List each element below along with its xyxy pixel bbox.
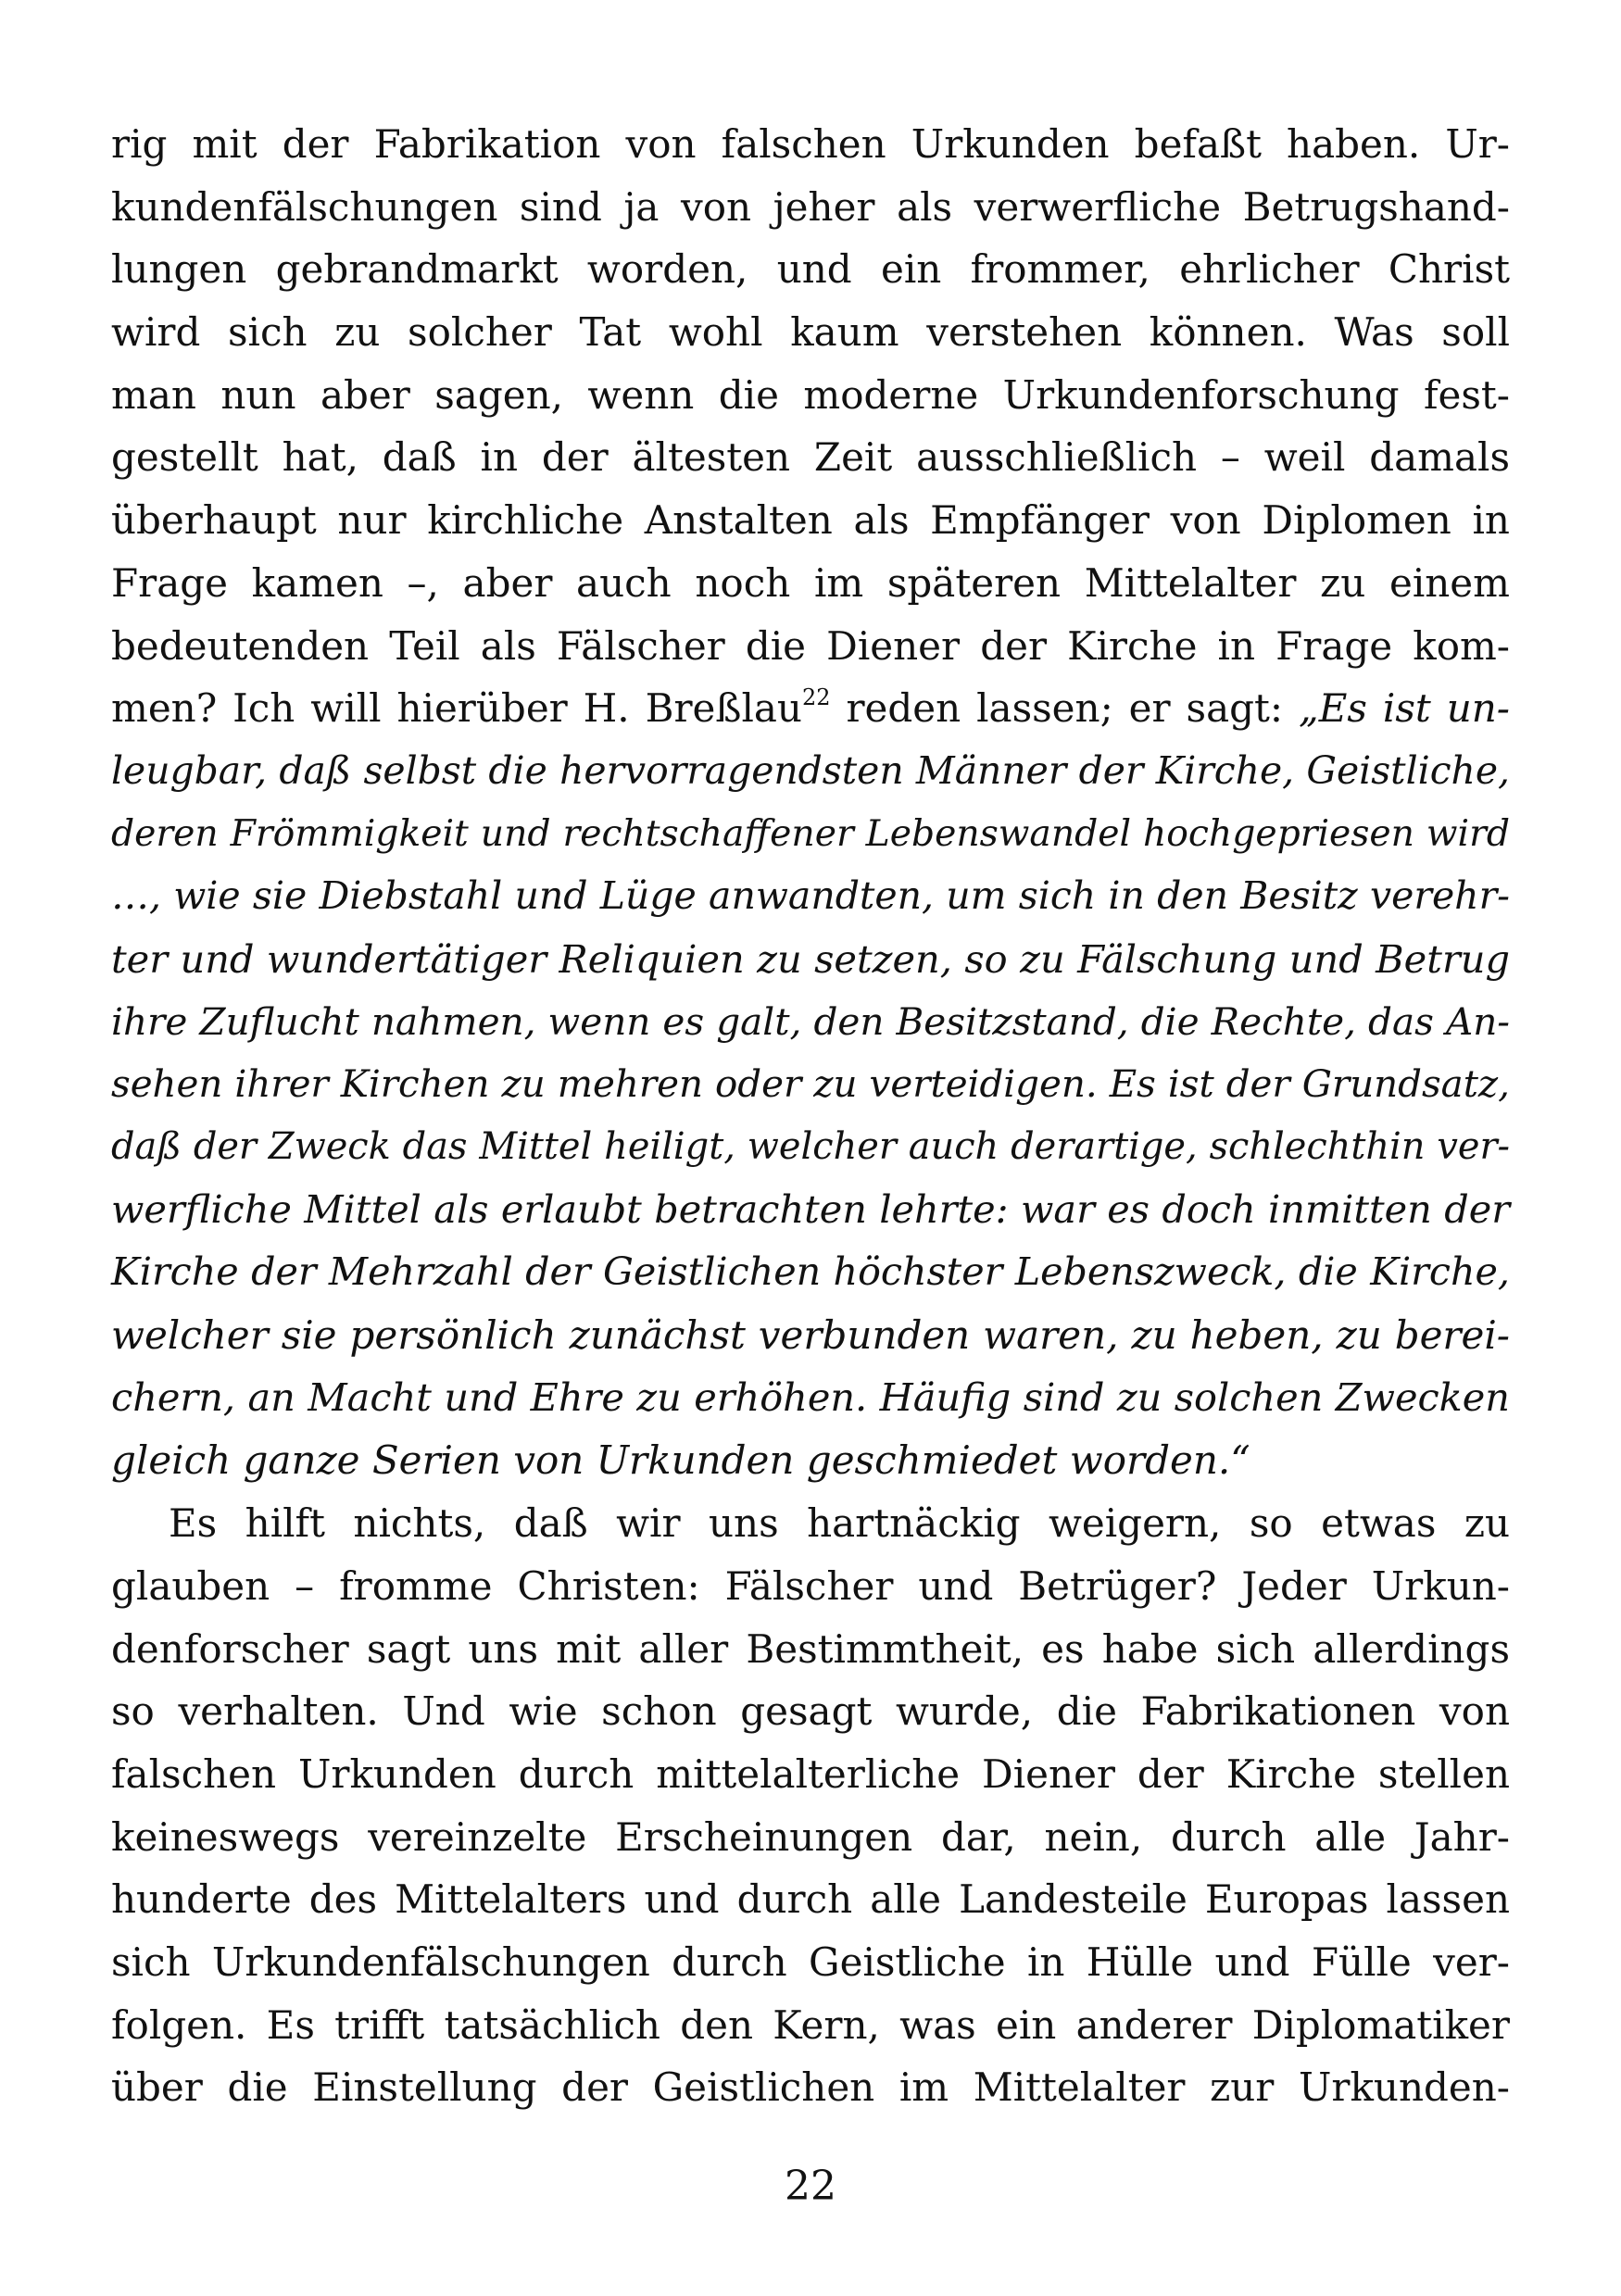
text-line: überhaupt nur kirchliche Anstalten als Empfänger von Diplomen in — [111, 497, 1510, 544]
text-line: Frage kamen –, aber auch noch im späteren Mittelalter zu einem — [111, 559, 1510, 606]
quote-line: ter und wundertätiger Reliquien zu setzen, so zu Fälschung und Betrug — [111, 935, 1510, 982]
text-line: glauben – fromme Christen: Fälscher und Betrüger? Jeder Urkun- — [111, 1562, 1510, 1609]
citation-text-after: reden lassen; er sagt: — [830, 685, 1299, 732]
body-text — [111, 113, 1510, 2119]
text-line: kundenfälschungen sind ja von jeher als verwerfliche Betrugshand- — [111, 183, 1510, 230]
quote-line: welcher sie persönlich zunächst verbunden waren, zu heben, zu berei- — [111, 1312, 1510, 1359]
quote-line: Kirche der Mehrzahl der Geistlichen höchster Lebenszweck, die Kirche, — [111, 1249, 1510, 1295]
footnote-marker[interactable]: 22 — [801, 684, 831, 711]
quote-line: ihre Zuflucht nahmen, wenn es galt, den Besitzstand, die Rechte, das An- — [111, 998, 1510, 1044]
page-number: 22 — [785, 2163, 836, 2210]
quote-line: deren Frömmigkeit und rechtschaffener Lebenswandel hochgepriesen wird — [111, 812, 1510, 855]
quote-line: chern, an Macht und Ehre zu erhöhen. Häufig sind zu solchen Zwecken — [111, 1374, 1510, 1420]
text-line: keineswegs vereinzelte Erscheinungen dar, nein, durch alle Jahr- — [111, 1813, 1510, 1860]
text-line: folgen. Es trifft tatsächlich den Kern, was ein anderer Diplomatiker — [111, 2001, 1510, 2048]
text-line: man nun aber sagen, wenn die moderne Urkundenforschung fest- — [111, 371, 1510, 418]
text-line: über die Einstellung der Geistlichen im Mittelalter zur Urkunden- — [111, 2064, 1510, 2111]
quote-line: daß der Zweck das Mittel heiligt, welcher auch derartige, schlechthin ver- — [111, 1125, 1510, 1168]
text-line: Es hilft nichts, daß wir uns hartnäckig weigern, so etwas zu — [169, 1500, 1510, 1547]
quote-start: „Es ist un- — [1299, 685, 1510, 732]
quote-line: gleich ganze Serien von Urkunden geschmiedet worden.“ — [111, 1437, 1250, 1484]
text-line: gestellt hat, daß in der ältesten Zeit ausschließlich – weil damals — [111, 434, 1510, 481]
text-line: falschen Urkunden durch mittelalterliche Diener der Kirche stellen — [111, 1750, 1510, 1797]
quote-line: sehen ihrer Kirchen zu mehren oder zu verteidigen. Es ist der Grundsatz, — [111, 1062, 1510, 1107]
text-line: bedeutenden Teil als Fälscher die Diener der Kirche in Frage kom- — [111, 622, 1510, 669]
text-line: hunderte des Mittelalters und durch alle Landesteile Europas lassen — [111, 1876, 1510, 1923]
text-line: wird sich zu solcher Tat wohl kaum verstehen können. Was soll — [111, 309, 1510, 356]
text-line: lungen gebrandmarkt worden, und ein frommer, ehrlicher Christ — [111, 246, 1510, 293]
quote-line: werfliche Mittel als erlaubt betrachten lehrte: war es doch inmitten der — [111, 1186, 1510, 1232]
text-line: sich Urkundenfälschungen durch Geistliche in Hülle und Fülle ver- — [111, 1938, 1510, 1985]
text-line: denforscher sagt uns mit aller Bestimmtheit, es habe sich allerdings — [111, 1625, 1510, 1672]
citation-line — [111, 677, 1510, 740]
quote-line: leugbar, daß selbst die hervorragendsten Männer der Kirche, Geistliche, — [111, 747, 1510, 793]
citation-text: men? Ich will hierüber H. Breßlau — [111, 685, 802, 732]
quote-line: …, wie sie Diebstahl und Lüge anwandten, um sich in den Besitz verehr- — [111, 873, 1510, 919]
text-line: so verhalten. Und wie schon gesagt wurde, die Fabrikationen von — [111, 1688, 1510, 1735]
text-line: rig mit der Fabrikation von falschen Urkunden befaßt haben. Ur- — [111, 121, 1510, 167]
